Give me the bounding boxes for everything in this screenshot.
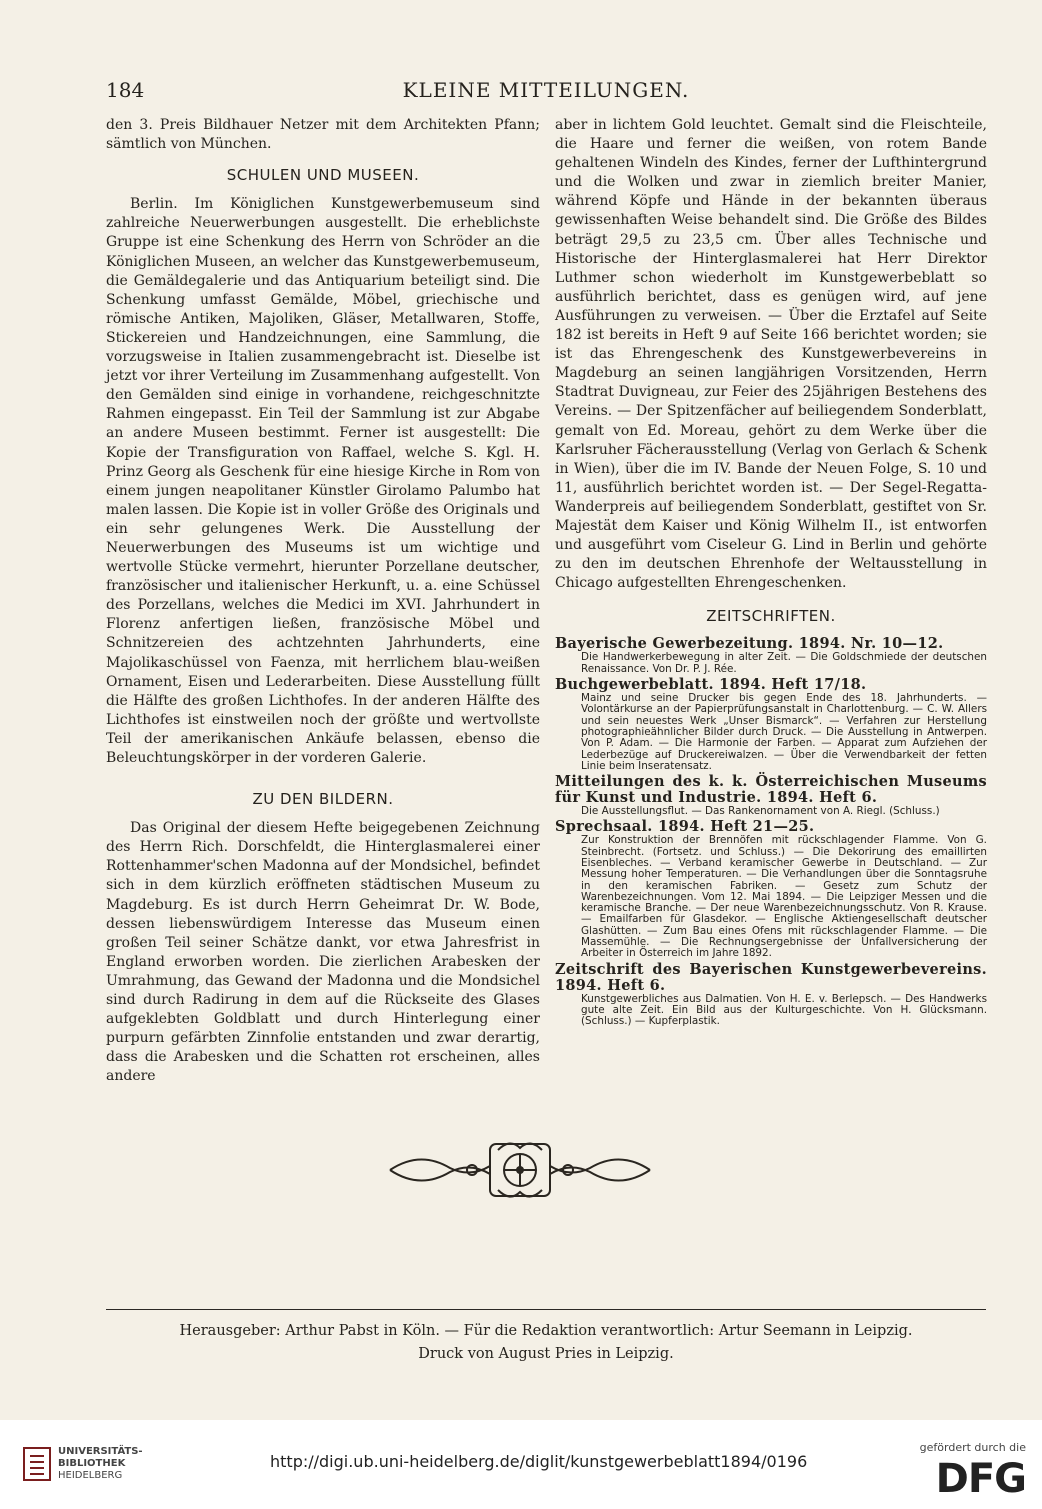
library-seal-icon xyxy=(22,1446,52,1482)
paragraph: Das Original der diesem Hefte beigegebenen Zeichnung des Herrn Rich. Dorschfeldt, die Hinterglasmalerei einer Rottenhammer'schen Madonna auf der Mondsichel, befindet sich in dem kürzlich eröffneten städtischen Museum zu Magdeburg. Es ist durch Herrn Geheimrat Dr. W. Bode, dessen liebenswürdigem Interesse das Museum einen großen Teil seiner Schätze dankt, vor etwa Jahresfrist in England erworben worden. Die zierlichen Arabesken der Umrahmung, das Gewand der Madonna und die Mondsichel sind durch Radirung in dem auf die Rückseite des Glases aufgeklebten Goldblatt und durch Hinterlegung einer purpurn gefärbten Zinnfolie entstanden und zwar derartig, dass die Arabesken und die Schatten rot erscheinen, alles andere xyxy=(106,820,540,1085)
journal-contents: Kunstgewerbliches aus Dalmatien. Von H. E. v. Berlepsch. — Des Handwerks gute alte Zeit. Ein Bild aus der Kulturgeschichte. Von H. Glücksmann. (Schluss.) — Kupferplastik. xyxy=(581,992,987,1028)
right-column xyxy=(555,116,987,1028)
left-column xyxy=(106,116,540,1087)
footer-rule xyxy=(106,1309,986,1310)
publisher-line: Herausgeber: Arthur Pabst in Köln. — Für die Redaktion verantwortlich: Artur Seemann in Leipzig. xyxy=(179,1323,913,1339)
running-head: KLEINE MITTEILUNGEN. xyxy=(402,78,690,102)
library-logo[interactable] xyxy=(22,1444,142,1484)
journal-title: Buchgewerbeblatt. 1894. Heft 17/18. xyxy=(555,676,867,694)
funding-note: gefördert durch die xyxy=(919,1441,1026,1454)
paragraph: Berlin. Im Königlichen Kunstgewerbemuseum sind zahlreiche Neuerwerbungen ausgestellt. Die erheblichste Gruppe ist eine Schenkung des Herrn von Schröder an die Königlichen Museen, an welcher das Kunstgewerbemuseum, die Gemäldegalerie und das Antiquarium beteiligt sind. Die Schenkung umfasst Gemälde, Möbel, griechische und römische Antiken, Majoliken, Gläser, Metallwaren, Stoffe, Stickereien und Handzeichnungen, eine Sammlung, die vorzugsweise in Italien zusammengebracht ist. Dieselbe ist jetzt vor ihrer Verteilung im Zusammenhang aufgestellt. Von den Gemälden sind einige in vorhandene, reichgeschnitzte Rahmen eingepasst. Ein Teil der Sammlung ist zur Abgabe an andere Museen bestimmt. Ferner ist ausgestellt: Die Kopie der Transfiguration von Raffael, welche S. Kgl. H. Prinz Georg als Geschenk für eine hiesige Kirche in Rom von einem jungen neapolitaner Künstler Girolamo Palumbo hat malen lassen. Die Kopie ist in voller Größe des Originals und ein sehr gelungenes Werk. Die Ausstellung der Neuerwerbungen des Museums ist um wichtige und wertvolle Stücke vermehrt, hierunter Porzellane deutscher, französischer und italienischer Herkunft, u. a. eine Schüssel des Porzellans, welches die Medici im XVI. Jahrhundert in Florenz anfertigen ließen, französische Möbel und Schnitzereien des achtzehnten Jahrhunderts, eine Majolikaschüssel von Faenza, mit herrlichem blau-weißen Ornament, Eisen und Lederarbeiten. Diese Ausstellung füllt die Hälfte des großen Lichthofes. In der anderen Hälfte des Lichthofes ist einstweilen noch der größte und wertvollste Teil der amerikanischen Ankäufe belassen, ebenso die Beleuchtungskörper in der vorderen Galerie. xyxy=(106,196,540,766)
journal-contents: Zur Konstruktion der Brennöfen mit rückschlagender Flamme. Von G. Steinbrecht. (Fortsetz. und Schluss.) — Die Dekorirung des emaillirten Eisenbleches. — Verband keramischer Gewerbe in Deutschland. — Zur Messung hoher Temperaturen. — Die Verhandlungen über die Sonntagsruhe in den keramischen Fabriken. — Gesetz zum Schutz der Warenbezeichnungen. Vom 12. Mai 1894. — Die Leipziger Messen und die keramische Branche. — Der neue Warenbezeichnungsschutz. Von R. Krause. — Emailfarben für Glasdekor. — Englische Aktiengesellschaft deutscher Glashütten. — Zum Bau eines Ofens mit rückschlagender Flamme. — Die Massemühle. — Die Rechnungsergebnisse der Unfallversicherung der Arbeiter in Österreich im Jahre 1892. xyxy=(581,834,987,960)
journal-contents: Die Ausstellungsflut. — Das Rankenornament von A. Riegl. (Schluss.) xyxy=(581,805,940,818)
section-heading: SCHULEN UND MUSEEN. xyxy=(226,166,420,185)
journal-contents: Die Handwerkerbewegung in alter Zeit. — Die Goldschmiede der deutschen Renaissance. Von Dr. P. J. Rée. xyxy=(581,651,987,675)
paragraph: aber in lichtem Gold leuchtet. Gemalt sind die Fleischteile, die Haare und ferner die weißen, von rotem Bande gehaltenen Windeln des Kindes, ferner der Lufthintergrund und die Wolken und zwar in ziemlich breiter Manier, während Köpfe und Hände in der bekannten überaus gewissenhaften Weise behandelt sind. Die Größe des Bildes beträgt 29,5 zu 23,5 cm. Über alles Technische und Historische der Hinterglasmalerei hat Herr Direktor Luthmer schon wiederholt im Kunstgewerbeblatt so ausführlich berichtet, dass es genügen wird, auf jene Ausführungen zu verweisen. — Über die Erztafel auf Seite 182 ist bereits in Heft 9 auf Seite 166 berichtet worden; sie ist das Ehrengeschenk des Kunstgewerbevereins in Magdeburg an seinen langjährigen Vorsitzenden, Herrn Stadtrat Duvigneau, zur Feier des 25jährigen Bestehens des Vereins. — Der Spitzenfächer auf beiliegendem Sonderblatt, gemalt von Ed. Moreau, gehört zu dem Werke über die Karlsruher Fächerausstellung (Verlag von Gerlach & Schenk in Wien), über die im IV. Bande der Neuen Folge, S. 10 und 11, ausführlich berichtet worden ist. — Der Segel-Regatta-Wanderpreis auf beiliegendem Sonderblatt, gestiftet von Sr. Majestät dem Kaiser und König Wilhelm II., ist entworfen und ausgeführt vom Ciseleur G. Lind in Berlin und gehörte zu den im deutschen Ehrenhofe der Weltausstellung in Chicago aufgestellten Ehrengeschenken. xyxy=(555,117,987,592)
dfg-logo[interactable]: DFG xyxy=(935,1456,1026,1502)
section-heading: ZU DEN BILDERN. xyxy=(252,790,394,809)
page-header xyxy=(106,78,986,106)
ornament-vignette xyxy=(380,1130,660,1210)
journal-title: Sprechsaal. 1894. Heft 21—25. xyxy=(555,818,815,836)
journal-title: Bayerische Gewerbezeitung. 1894. Nr. 10—12. xyxy=(555,635,944,653)
printer-line: Druck von August Pries in Leipzig. xyxy=(418,1346,674,1362)
page-number: 184 xyxy=(106,78,145,102)
section-heading: ZEITSCHRIFTEN. xyxy=(706,607,836,626)
library-name: UNIVERSITÄTS- BIBLIOTHEK HEIDELBERG xyxy=(58,1446,143,1481)
paragraph: den 3. Preis Bildhauer Netzer mit dem Architekten Pfann; sämtlich von München. xyxy=(106,117,540,153)
journal-contents: Mainz und seine Drucker bis gegen Ende des 18. Jahrhunderts. — Volontärkurse an der Papierprüfungsanstalt in Charlottenburg. — C. W. Allers und sein neuestes Werk „Unser Bismarck“. — Verfahren zur Herstellung photographieähnlicher Bilder durch Druck. — Die Ausstellung in Antwerpen. Von P. Adam. — Die Harmonie der Farben. — Apparat zum Aufziehen der Lederbezüge auf Druckereiwalzen. — Über die Verwendbarkeit der fetten Linie beim Inseratensatz. xyxy=(581,692,987,772)
journal-title: Zeitschrift des Bayerischen Kunstgewerbevereins. 1894. Heft 6. xyxy=(555,960,987,994)
source-url-link[interactable]: http://digi.ub.uni-heidelberg.de/diglit/kunstgewerbeblatt1894/0196 xyxy=(270,1452,808,1471)
journal-title: Mitteilungen des k. k. Österreichischen Museums für Kunst und Industrie. 1894. Heft 6. xyxy=(555,773,987,807)
